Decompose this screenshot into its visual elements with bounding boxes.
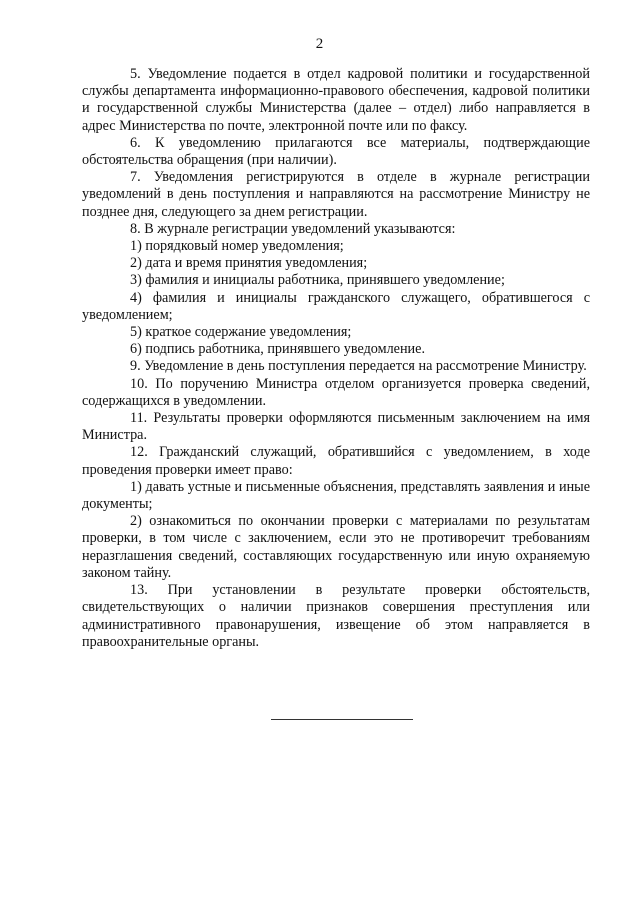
journal-item-6: 6) подпись работника, принявшего уведомление. <box>130 341 425 358</box>
paragraph-10: 10. По поручению Министра отделом организуется проверка сведений, содержащихся в уведомлении. <box>82 375 590 409</box>
page-number: 2 <box>315 36 324 52</box>
paragraph-7: 7. Уведомления регистрируются в отделе в журнале регистрации уведомлений в день поступления и направляются на рассмотрение Министру не позднее дня, следующего за днем регистрации. <box>82 169 590 220</box>
journal-item-2: 2) дата и время принятия уведомления; <box>130 255 368 272</box>
journal-item-3: 3) фамилия и инициалы работника, принявшего уведомление; <box>130 272 505 289</box>
document-body <box>82 66 590 651</box>
paragraph-12: 12. Гражданский служащий, обратившийся с уведомлением, в ходе проведения проверки имеет право: <box>82 444 590 478</box>
paragraph-8: 8. В журнале регистрации уведомлений указываются: <box>130 220 456 237</box>
right-item-2: 2) ознакомиться по окончании проверки с материалами по результатам проверки, в том числе с заключением, если это не противоречит требованиям неразглашения сведений, составляющих государственную или иную охраняемую законом тайну. <box>82 513 590 581</box>
journal-item-4: 4) фамилия и инициалы гражданского служащего, обратившегося с уведомлением; <box>82 289 590 323</box>
journal-item-5: 5) краткое содержание уведомления; <box>130 324 352 341</box>
paragraph-5: 5. Уведомление подается в отдел кадровой политики и государственной службы департамента информационно-правового обеспечения, кадровой политики и государственной службы Министерства (далее – отдел) либо направляется в адрес Министерства по почте, электронной почте или по факсу. <box>82 66 590 134</box>
paragraph-6: 6. К уведомлению прилагаются все материалы, подтверждающие обстоятельства обращения (при наличии). <box>82 134 590 169</box>
paragraph-13: 13. При установлении в результате проверки обстоятельств, свидетельствующих о наличии признаков совершения преступления или административного правонарушения, извещение об этом направляется в правоохранительные органы. <box>82 582 590 650</box>
paragraph-11: 11. Результаты проверки оформляются письменным заключением на имя Министра. <box>82 410 590 444</box>
closing-separator-line <box>271 719 413 720</box>
paragraph-9: 9. Уведомление в день поступления передается на рассмотрение Министру. <box>130 358 587 375</box>
journal-item-1: 1) порядковый номер уведомления; <box>130 238 344 255</box>
right-item-1: 1) давать устные и письменные объяснения, представлять заявления и иные документы; <box>82 478 590 513</box>
